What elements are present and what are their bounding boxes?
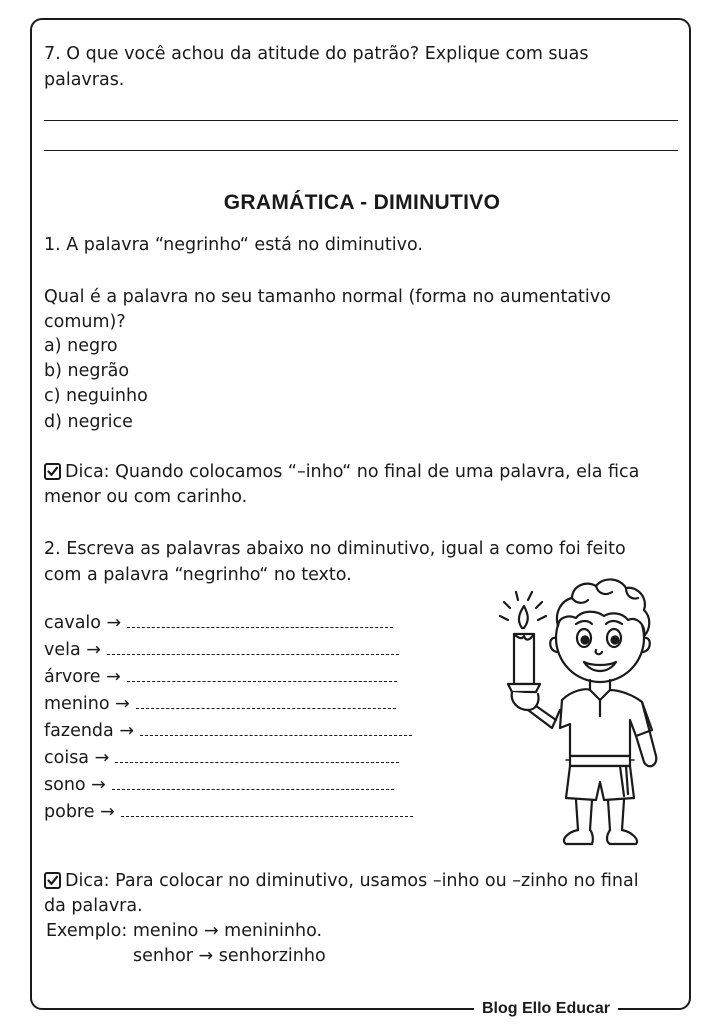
word-label: fazenda → (44, 721, 134, 741)
checkbox-icon (44, 463, 61, 480)
option-d[interactable]: d) negrice (44, 412, 133, 432)
tip-1-line-2: menor ou com carinho. (44, 487, 248, 507)
option-a[interactable]: a) negro (44, 336, 118, 356)
word-row-coisa (44, 745, 399, 771)
word-answer-blank[interactable] (127, 611, 393, 628)
word-answer-blank[interactable] (136, 692, 396, 709)
question-1-statement: 1. A palavra “negrinho“ está no diminutivo. (44, 235, 423, 255)
answer-line-1[interactable] (44, 120, 678, 121)
word-row-cavalo (44, 610, 393, 636)
blog-footer-label: Blog Ello Educar (474, 998, 618, 1020)
word-answer-blank[interactable] (121, 800, 413, 817)
question-1-line-1: Qual é a palavra no seu tamanho normal (forma no aumentativo (44, 287, 611, 307)
word-label: menino → (44, 694, 130, 714)
word-answer-blank[interactable] (140, 719, 412, 736)
section-title: GRAMÁTICA - DIMINUTIVO (223, 191, 501, 214)
word-label: vela → (44, 640, 101, 660)
word-row-menino (44, 691, 396, 717)
boy-holding-candle-illustration (496, 560, 666, 850)
option-c[interactable]: c) neguinho (44, 386, 148, 406)
word-label: árvore → (44, 667, 121, 687)
word-row-sono (44, 772, 394, 798)
checkbox-icon (44, 872, 61, 889)
tip-2-line-1 (44, 868, 680, 894)
question-2-line-1: 2. Escreva as palavras abaixo no diminutivo, igual a como foi feito (44, 539, 626, 559)
question-2-line-2: com a palavra “negrinho“ no texto. (44, 565, 352, 585)
word-answer-blank[interactable] (107, 638, 399, 655)
tip-2-text: Dica: Para colocar no diminutivo, usamos –inho ou –zinho no final (65, 871, 639, 891)
word-answer-blank[interactable] (127, 665, 397, 682)
word-row-vela (44, 637, 399, 663)
tip-1-text: Dica: Quando colocamos “–inho“ no final de uma palavra, ela fica (65, 462, 640, 482)
option-b[interactable]: b) negrão (44, 361, 130, 381)
question-7-line-1: 7. O que você achou da atitude do patrão? Explique com suas (44, 44, 589, 64)
word-row-pobre (44, 799, 413, 825)
word-answer-blank[interactable] (112, 773, 394, 790)
worksheet-frame (30, 18, 691, 1010)
example-line-2: senhor → senhorzinho (133, 946, 326, 966)
word-row-arvore (44, 664, 397, 690)
example-line-1: Exemplo: menino → menininho. (46, 921, 323, 941)
word-row-fazenda (44, 718, 412, 744)
question-1-line-2: comum)? (44, 312, 126, 332)
word-label: pobre → (44, 802, 115, 822)
question-7-line-2: palavras. (44, 70, 125, 90)
answer-line-2[interactable] (44, 150, 678, 151)
tip-1-line-1 (44, 459, 680, 485)
tip-2-line-2: da palavra. (44, 896, 143, 916)
word-label: sono → (44, 775, 106, 795)
word-label: cavalo → (44, 613, 122, 633)
word-label: coisa → (44, 748, 110, 768)
word-answer-blank[interactable] (115, 746, 399, 763)
